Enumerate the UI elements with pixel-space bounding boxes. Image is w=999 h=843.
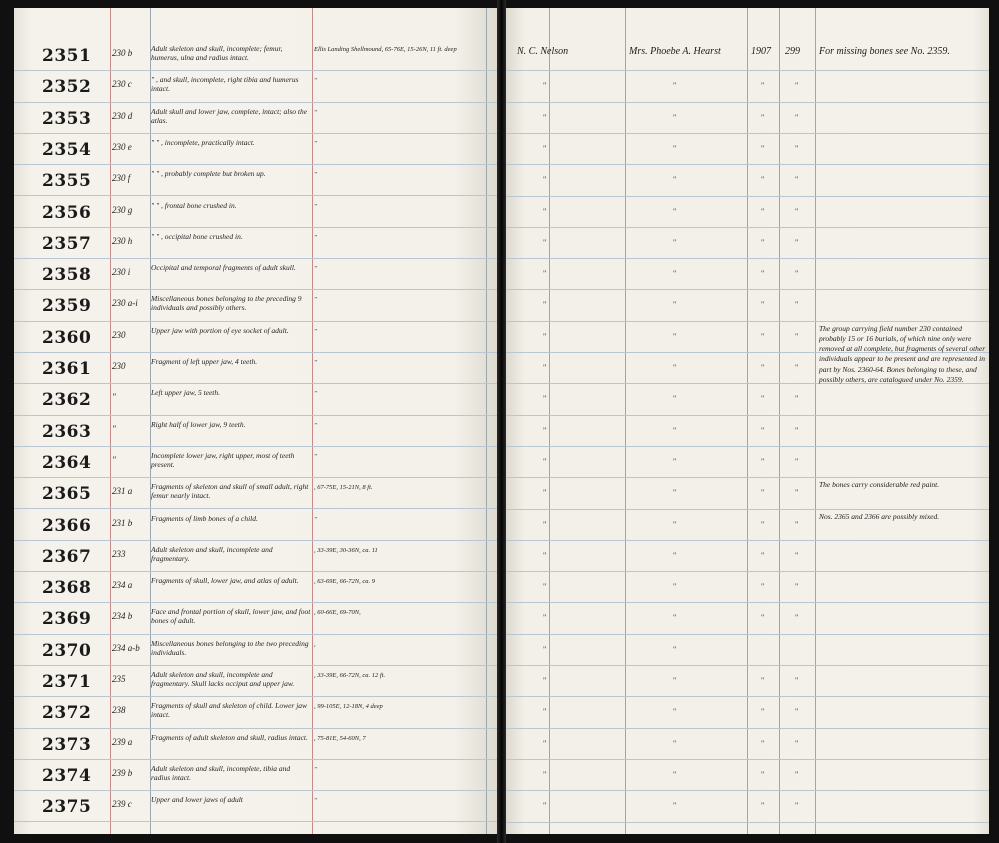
ditto-mark: " — [673, 769, 677, 779]
ditto-mark: " — [795, 676, 799, 685]
locality: " — [314, 515, 317, 523]
ditto-mark: " — [795, 363, 799, 372]
catalog-number: 2373 — [42, 734, 92, 755]
ditto-mark: " — [795, 738, 799, 748]
specimen-description: Miscellaneous bones belonging to the two preceding individuals. — [151, 638, 309, 657]
ditto-mark: " — [795, 550, 799, 560]
specimen-description: Adult skeleton and skull, incomplete, tibia and radius intact. — [151, 763, 291, 782]
field-number: 234 b — [112, 611, 133, 622]
ditto-mark: " — [761, 206, 765, 216]
column-divider — [625, 8, 626, 834]
table-row — [14, 635, 501, 666]
table-row — [14, 760, 501, 791]
field-number: 238 — [112, 705, 126, 716]
locality: , 33-39E, 30-36N, ca. 11 — [314, 546, 378, 554]
catalog-number: 2359 — [42, 296, 92, 317]
ditto-mark: " — [543, 394, 547, 404]
ditto-mark: " — [761, 676, 765, 685]
catalog-number: 2366 — [42, 515, 92, 536]
ditto-mark: " — [795, 425, 799, 435]
field-number: 239 b — [112, 767, 133, 778]
field-number: 230 c — [112, 79, 132, 90]
specimen-description: " , and skull, incomplete, right tibia and humerus intact. — [151, 75, 299, 94]
ditto-mark: " — [673, 331, 677, 341]
table-row — [14, 290, 501, 321]
specimen-description: " " , occipital bone crushed in. — [151, 231, 243, 241]
field-number: 234 a — [112, 580, 133, 591]
column-divider — [815, 8, 816, 834]
ditto-mark: " — [673, 582, 677, 592]
side-note: The bones carry considerable red paint. — [819, 480, 940, 490]
ditto-mark: " — [795, 237, 799, 247]
field-number: 231 b — [112, 517, 133, 528]
ditto-mark: " — [543, 519, 547, 529]
catalog-number: 2364 — [42, 452, 92, 473]
ditto-mark: " — [543, 738, 547, 748]
row-rule — [503, 321, 989, 322]
row-rule — [503, 446, 989, 447]
ditto-mark: " — [761, 519, 765, 529]
row-rule — [503, 133, 989, 134]
row-rule — [503, 509, 989, 510]
ditto-mark: " — [795, 206, 799, 216]
table-row — [14, 353, 501, 384]
field-number: 230 i — [112, 267, 131, 278]
ditto-mark: " — [795, 394, 799, 404]
field-number: 230 g — [112, 204, 133, 215]
ditto-mark: " — [761, 582, 765, 592]
row-rule — [503, 665, 989, 666]
table-row — [14, 259, 501, 290]
ditto-mark: " — [673, 456, 677, 466]
table-row — [14, 447, 501, 478]
table-row — [14, 729, 501, 760]
ditto-mark: " — [543, 425, 547, 435]
catalog-number: 2351 — [42, 46, 92, 66]
specimen-description: Incomplete lower jaw, right upper, most of teeth present. — [151, 450, 295, 469]
table-row — [14, 322, 501, 353]
ditto-mark: " — [761, 300, 765, 310]
row-rule — [503, 634, 989, 635]
catalog-number: 2363 — [42, 421, 92, 442]
book-spine — [497, 0, 506, 843]
table-row — [14, 228, 501, 259]
specimen-description: Upper and lower jaws of adult — [151, 795, 243, 805]
ditto-mark: " — [761, 801, 765, 811]
table-row — [14, 603, 501, 634]
row-rule — [503, 227, 989, 228]
ditto-mark: " — [543, 644, 547, 654]
locality: " — [314, 296, 317, 304]
table-row — [14, 71, 501, 102]
field-number: " — [112, 392, 116, 403]
ditto-mark: " — [673, 738, 677, 748]
ditto-mark: " — [543, 269, 547, 279]
locality: " — [314, 233, 317, 241]
ditto-mark: " — [543, 456, 547, 466]
ditto-mark: " — [795, 112, 799, 122]
ditto-mark: " — [795, 613, 799, 623]
specimen-description: Fragments of skull, lower jaw, and atlas of adult. — [151, 576, 299, 586]
catalog-number: 2372 — [42, 703, 92, 724]
ditto-mark: " — [761, 738, 765, 748]
ditto-mark: " — [795, 456, 799, 466]
catalog-number: 2353 — [42, 108, 92, 129]
row-rule — [14, 821, 501, 822]
field-number: 234 a-b — [112, 642, 140, 653]
catalog-number: 2361 — [42, 359, 92, 379]
catalog-number: 2354 — [42, 139, 92, 160]
table-row — [14, 40, 501, 71]
side-note: The group carrying field number 230 contained probably 15 or 16 burials, of which nine only were removed at all complete, but fragments of several other individuals appear to be present and are represented in part by Nos. 2360-64. Bones belonging to these, and possibly others, are catalogued under No. 2359. — [819, 323, 986, 384]
ditto-mark: " — [543, 81, 547, 91]
field-number: 230 — [112, 329, 126, 340]
field-number: 233 — [112, 548, 126, 559]
ditto-mark: " — [761, 175, 765, 185]
column-divider — [549, 8, 550, 834]
specimen-description: Fragment of left upper jaw, 4 teeth. — [151, 357, 258, 366]
field-number: 239 a — [112, 736, 133, 747]
ditto-mark: " — [795, 488, 799, 498]
row-rule — [503, 70, 989, 71]
specimen-description: Adult skeleton and skull, incomplete and fragmentary. Skull lacks occiput and upper jaw. — [151, 670, 295, 688]
specimen-description: Left upper jaw, 5 teeth. — [151, 388, 221, 398]
ditto-mark: " — [543, 300, 547, 310]
specimen-description: " " , incomplete, practically intact. — [151, 137, 255, 147]
ditto-mark: " — [543, 769, 547, 779]
field-number: 230 h — [112, 235, 133, 246]
field-number: " — [112, 454, 116, 465]
catalog-number: 2370 — [42, 640, 92, 661]
ditto-mark: " — [543, 331, 547, 341]
row-rule — [503, 822, 989, 823]
table-row — [14, 572, 501, 603]
catalog-number: 2357 — [42, 233, 92, 254]
ditto-mark: " — [673, 644, 677, 654]
ditto-mark: " — [543, 237, 547, 247]
catalog-number: 2365 — [42, 484, 92, 505]
ditto-mark: " — [543, 206, 547, 216]
ditto-mark: " — [673, 488, 677, 498]
field-number: 239 c — [112, 799, 132, 810]
ditto-mark: " — [673, 550, 677, 560]
field-number: 231 a — [112, 486, 133, 497]
ditto-mark: " — [543, 676, 547, 685]
column-divider — [779, 8, 780, 834]
ditto-mark: " — [673, 519, 677, 529]
table-row — [14, 510, 501, 541]
field-number: 230 e — [112, 141, 132, 152]
ditto-mark: " — [795, 769, 799, 779]
locality: " — [314, 359, 317, 366]
accession-number: 299 — [785, 46, 800, 57]
locality: " — [314, 171, 317, 179]
locality: , 75-81E, 54-60N, 7 — [314, 734, 366, 742]
remark-text: For missing bones see No. 2359. — [819, 46, 950, 57]
locality: , — [314, 640, 316, 648]
ditto-mark: " — [795, 582, 799, 592]
specimen-description: Upper jaw with portion of eye socket of adult. — [151, 325, 289, 335]
ditto-mark: " — [673, 206, 677, 216]
ditto-mark: " — [673, 676, 677, 685]
locality: " — [314, 77, 317, 85]
ditto-mark: " — [761, 331, 765, 341]
column-divider — [747, 8, 748, 834]
specimen-description: " " , frontal bone crushed in. — [151, 200, 237, 210]
locality: , 63-69E, 66-72N, ca. 9 — [314, 578, 376, 586]
catalog-number: 2375 — [42, 797, 92, 818]
ditto-mark: " — [673, 394, 677, 404]
table-row — [14, 384, 501, 415]
ditto-mark: " — [761, 363, 765, 372]
ditto-mark: " — [543, 363, 547, 372]
specimen-description: Fragments of skeleton and skull of small adult, right femur nearly intact. — [151, 482, 309, 501]
table-row — [14, 478, 501, 509]
specimen-description: Fragments of limb bones of a child. — [151, 513, 258, 523]
locality: " — [314, 139, 317, 147]
catalog-number: 2356 — [42, 202, 92, 223]
ditto-mark: " — [673, 269, 677, 279]
row-rule — [503, 477, 989, 478]
catalog-number: 2367 — [42, 546, 92, 567]
table-row — [14, 197, 501, 228]
ditto-mark: " — [761, 613, 765, 623]
ditto-mark: " — [795, 269, 799, 279]
ditto-mark: " — [761, 394, 765, 404]
specimen-description: Adult skeleton and skull, incomplete and fragmentary. — [151, 544, 273, 563]
locality: " — [314, 108, 317, 116]
specimen-description: Fragments of adult skeleton and skull, radius intact. — [151, 732, 308, 742]
ditto-mark: " — [673, 801, 677, 811]
ditto-mark: " — [673, 143, 677, 153]
catalog-rows — [14, 8, 501, 834]
row-rule — [503, 728, 989, 729]
ditto-mark: " — [795, 707, 799, 717]
row-rule — [503, 415, 989, 416]
field-number: 230 d — [112, 110, 133, 121]
ditto-mark: " — [673, 425, 677, 435]
ditto-mark: " — [795, 300, 799, 310]
ditto-mark: " — [795, 331, 799, 341]
row-rule — [503, 196, 989, 197]
ditto-mark: " — [673, 300, 677, 310]
locality: " — [314, 452, 317, 460]
locality: " — [314, 265, 317, 273]
catalog-number: 2362 — [42, 390, 92, 411]
ditto-mark: " — [543, 488, 547, 498]
ditto-mark: " — [543, 582, 547, 592]
ditto-mark: " — [543, 707, 547, 717]
left-ledger-page — [14, 8, 501, 834]
ditto-mark: " — [795, 519, 799, 529]
specimen-description: Face and frontal portion of skull, lower jaw, and foot bones of adult. — [151, 607, 311, 626]
row-rule — [503, 102, 989, 103]
donor-name: Mrs. Phoebe A. Hearst — [629, 46, 721, 57]
specimen-description: " " , probably complete but broken up. — [151, 169, 266, 179]
side-note: Nos. 2365 and 2366 are possibly mixed. — [819, 511, 940, 521]
ditto-mark: " — [761, 550, 765, 560]
ditto-mark: " — [673, 363, 677, 372]
row-rule — [503, 258, 989, 259]
ditto-mark: " — [761, 81, 765, 91]
catalog-number: 2369 — [42, 609, 92, 630]
ditto-mark: " — [761, 143, 765, 153]
table-row — [14, 103, 501, 134]
row-rule — [503, 696, 989, 697]
ditto-mark: " — [795, 81, 799, 91]
locality: " — [314, 202, 317, 210]
table-row — [14, 416, 501, 447]
catalog-number: 2355 — [42, 171, 92, 192]
locality: , 99-105E, 12-18N, 4 deep — [314, 703, 383, 711]
locality: , 67-75E, 15-21N, 8 ft. — [314, 484, 373, 492]
ditto-mark: " — [673, 112, 677, 122]
table-row — [14, 134, 501, 165]
field-number: " — [112, 423, 116, 434]
ditto-mark: " — [673, 707, 677, 717]
row-rule — [503, 164, 989, 165]
specimen-description: Miscellaneous bones belonging to the preceding 9 individuals and possibly others. — [151, 294, 302, 313]
ditto-mark: " — [673, 237, 677, 247]
specimen-description: Fragments of skull and skeleton of child. Lower jaw intact. — [151, 701, 308, 720]
specimen-description: Right half of lower jaw, 9 teeth. — [151, 419, 246, 429]
ditto-mark: " — [543, 613, 547, 623]
row-rule — [503, 759, 989, 760]
row-rule — [503, 571, 989, 572]
locality: " — [314, 421, 317, 429]
ditto-mark: " — [543, 801, 547, 811]
ditto-mark: " — [761, 769, 765, 779]
catalog-number: 2374 — [42, 765, 92, 786]
specimen-description: Adult skull and lower jaw, complete, intact; also the atlas. — [151, 106, 308, 125]
ditto-mark: " — [761, 237, 765, 247]
ditto-mark: " — [761, 425, 765, 435]
ditto-mark: " — [761, 488, 765, 498]
ditto-mark: " — [761, 456, 765, 466]
locality: , 60-66E, 69-70N, — [314, 609, 361, 617]
locality: " — [314, 390, 317, 398]
catalog-number: 2358 — [42, 265, 92, 286]
table-row — [14, 541, 501, 572]
specimen-description: Adult skeleton and skull, incomplete; femur, humerus, ulna and radius intact. — [151, 44, 283, 62]
ditto-mark: " — [543, 550, 547, 560]
ditto-mark: " — [761, 112, 765, 122]
ditto-mark: " — [543, 143, 547, 153]
catalog-number: 2352 — [42, 77, 92, 98]
field-number: 235 — [112, 674, 126, 684]
locality: Ellis Landing Shellmound, 65-76E, 15-26N, 11 ft. deep — [314, 46, 457, 53]
catalog-number: 2360 — [42, 327, 92, 348]
ditto-mark: " — [543, 112, 547, 122]
locality: , 33-39E, 66-72N, ca. 12 ft. — [314, 672, 386, 679]
field-number: 230 b — [112, 48, 133, 58]
field-number: 230 a-i — [112, 298, 138, 309]
row-rule — [503, 289, 989, 290]
right-ledger-page — [503, 8, 989, 834]
ditto-mark: " — [761, 269, 765, 279]
year: 1907 — [751, 46, 771, 57]
ditto-mark: " — [673, 81, 677, 91]
ditto-mark: " — [543, 175, 547, 185]
locality: " — [314, 765, 317, 773]
collector-name: N. C. Nelson — [517, 46, 569, 57]
ditto-mark: " — [795, 801, 799, 811]
ditto-mark: " — [795, 143, 799, 153]
ditto-mark: " — [761, 707, 765, 717]
field-number: 230 — [112, 361, 126, 371]
ditto-mark: " — [673, 175, 677, 185]
table-row — [14, 697, 501, 728]
ditto-mark: " — [673, 613, 677, 623]
table-row — [14, 791, 501, 822]
table-row — [14, 666, 501, 697]
locality: " — [314, 797, 317, 805]
row-rule — [503, 602, 989, 603]
specimen-description: Occipital and temporal fragments of adult skull. — [151, 263, 296, 273]
field-number: 230 f — [112, 173, 131, 184]
row-rule — [503, 540, 989, 541]
table-row — [14, 165, 501, 196]
row-rule — [503, 790, 989, 791]
locality: " — [314, 327, 317, 335]
catalog-number: 2371 — [42, 672, 92, 692]
catalog-number: 2368 — [42, 578, 92, 599]
ditto-mark: " — [795, 175, 799, 185]
